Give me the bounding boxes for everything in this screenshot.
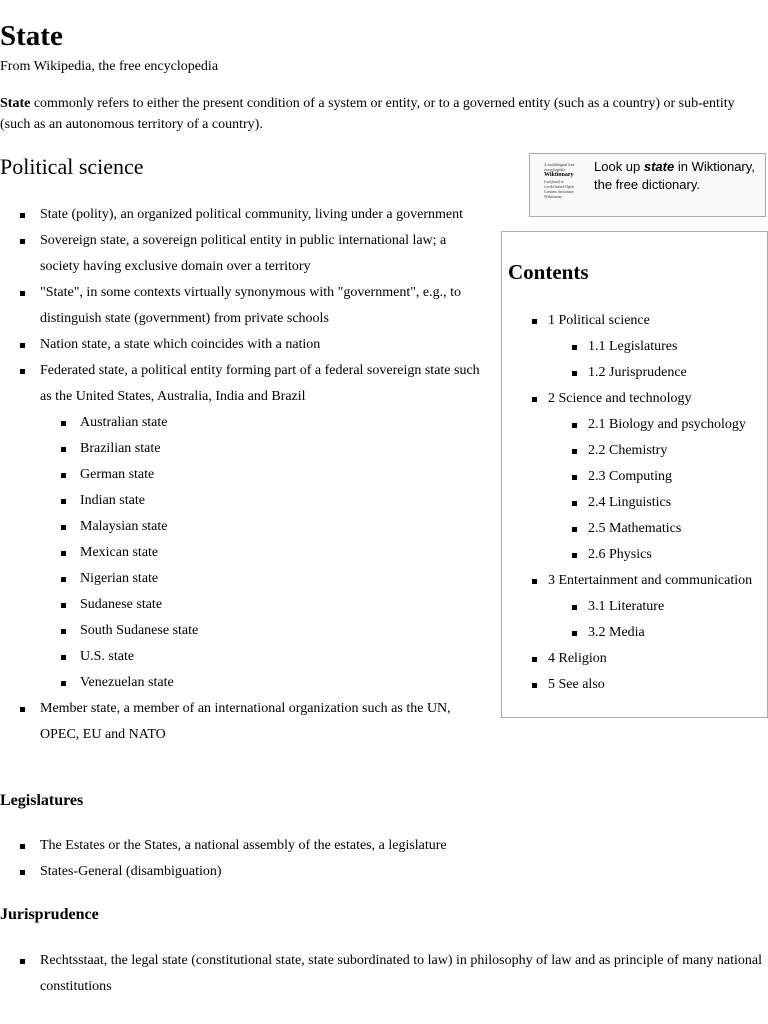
list-item-link[interactable]: States-General (disambiguation)	[40, 864, 222, 879]
list-item	[0, 859, 560, 885]
toc-item-link[interactable]: 3.2 Media	[588, 625, 645, 640]
wiktionary-logo-pron: [wɪkʃənrɪ] n.	[544, 179, 565, 184]
toc-item	[502, 334, 768, 360]
list-item	[0, 833, 560, 859]
toc-item	[502, 308, 768, 334]
toc-item-link[interactable]: 3 Entertainment and communication	[548, 573, 753, 588]
wiktionary-post: in Wiktionary, the free dictionary.	[594, 159, 755, 192]
toc-item	[502, 438, 768, 464]
list-item-link[interactable]: State (polity), an organized political community, living under a government	[40, 207, 464, 222]
intro-bold-term: State	[0, 96, 31, 111]
list-item	[0, 592, 480, 618]
toc-item	[502, 386, 768, 412]
heading-political-science: Political science	[0, 154, 144, 179]
list-item	[0, 436, 480, 462]
intro-paragraph	[0, 93, 764, 135]
wiktionary-logo-name: Wiktionary	[544, 172, 574, 178]
political-science-list	[0, 202, 480, 748]
list-item	[0, 488, 480, 514]
list-item	[0, 514, 480, 540]
list-item-link[interactable]: Nigerian state	[80, 571, 159, 586]
toc-item-link[interactable]: 2.6 Physics	[588, 547, 652, 562]
wiktionary-pre: Look up	[594, 159, 644, 174]
list-item-link[interactable]: The Estates or the States, a national assembly of the estates, a legislature	[40, 838, 447, 853]
list-item-link[interactable]: Mexican state	[80, 545, 159, 560]
page-subtitle: From Wikipedia, the free encyclopedia	[0, 59, 219, 74]
list-item-link[interactable]: Malaysian state	[80, 519, 168, 534]
toc-item	[502, 360, 768, 386]
toc-item-link[interactable]: 4 Religion	[548, 651, 607, 666]
toc-item-link[interactable]: 3.1 Literature	[588, 599, 665, 614]
toc-item	[502, 490, 768, 516]
list-item	[0, 332, 480, 358]
wiktionary-logo-desc: a wiki-based Open Content dictionary	[544, 184, 574, 194]
toc-item	[502, 412, 768, 438]
list-item	[0, 280, 480, 332]
list-item	[0, 696, 480, 748]
list-item	[0, 358, 480, 410]
list-item-link[interactable]: Brazilian state	[80, 441, 161, 456]
toc-item	[502, 620, 768, 646]
list-item-link[interactable]: Member state, a member of an international organization such as the UN, OPEC, EU and NATO	[40, 701, 451, 742]
list-item-link[interactable]: Rechtsstaat, the legal state (constitutional state, state subordinated to law) in philosophy of law and as principle of many national constitutions	[40, 953, 762, 994]
toc-item-link[interactable]: 2.5 Mathematics	[588, 521, 682, 536]
toc-item-link[interactable]: 2.1 Biology and psychology	[588, 417, 746, 432]
toc-item-link[interactable]: 1.1 Legislatures	[588, 339, 678, 354]
list-item	[0, 202, 480, 228]
list-item-link[interactable]: Sovereign state, a sovereign political entity in public international law; a society having exclusive domain over a territory	[40, 233, 447, 274]
list-item	[0, 566, 480, 592]
toc-title: Contents	[508, 260, 589, 284]
legislatures-list	[0, 833, 560, 885]
list-item-link[interactable]: Sudanese state	[80, 597, 163, 612]
list-item-link[interactable]: Federated state, a political entity forming part of a federal sovereign state such as the United States, Australia, India and Brazil	[40, 363, 480, 404]
toc-item	[502, 542, 768, 568]
toc-item	[502, 646, 768, 672]
jurisprudence-list	[0, 948, 768, 1000]
list-item-link[interactable]: German state	[80, 467, 155, 482]
list-item	[0, 462, 480, 488]
list-item-link[interactable]: Indian state	[80, 493, 145, 508]
toc-item-link[interactable]: 1.2 Jurisprudence	[588, 365, 687, 380]
list-item	[0, 540, 480, 566]
toc-item	[502, 516, 768, 542]
toc-list	[502, 308, 768, 698]
table-of-contents	[501, 231, 768, 718]
wiktionary-box	[529, 153, 766, 217]
list-item	[0, 410, 480, 436]
intro-text: commonly refers to either the present condition of a system or entity, or to a governed entity (such as a country) or sub-entity (such as an autonomous territory of a country).	[0, 96, 735, 132]
wiktionary-logo[interactable]	[544, 162, 586, 208]
list-item	[0, 948, 768, 1000]
page-title: State	[0, 20, 63, 52]
toc-item	[502, 568, 768, 594]
list-item-link[interactable]: U.S. state	[80, 649, 135, 664]
toc-item-link[interactable]: 2.4 Linguistics	[588, 495, 672, 510]
wiktionary-logo-foot: Wiktionary ·	[544, 194, 565, 199]
list-item	[0, 228, 480, 280]
toc-item-link[interactable]: 1 Political science	[548, 313, 650, 328]
toc-item-link[interactable]: 2 Science and technology	[548, 391, 692, 406]
heading-legislatures: Legislatures	[0, 792, 84, 809]
toc-item-link[interactable]: 2.2 Chemistry	[588, 443, 668, 458]
toc-item	[502, 464, 768, 490]
list-item	[0, 618, 480, 644]
list-item	[0, 670, 480, 696]
list-item-link[interactable]: Australian state	[80, 415, 168, 430]
wiktionary-term-link[interactable]: state	[643, 159, 675, 174]
wiktionary-text	[594, 158, 764, 194]
toc-item	[502, 672, 768, 698]
list-item-link[interactable]: Nation state, a state which coincides with a nation	[40, 337, 321, 352]
list-item-link[interactable]: Venezuelan state	[80, 675, 174, 690]
wiktionary-logo-tagline: A multilingual free encyclopedia	[544, 162, 575, 172]
heading-jurisprudence: Jurisprudence	[0, 906, 99, 923]
toc-item-link[interactable]: 2.3 Computing	[588, 469, 673, 484]
list-item	[0, 644, 480, 670]
list-item-link[interactable]: "State", in some contexts virtually synonymous with "government", e.g., to distinguish state (government) from private schools	[40, 285, 462, 326]
list-item-link[interactable]: South Sudanese state	[80, 623, 199, 638]
toc-item-link[interactable]: 5 See also	[548, 677, 605, 692]
toc-item	[502, 594, 768, 620]
